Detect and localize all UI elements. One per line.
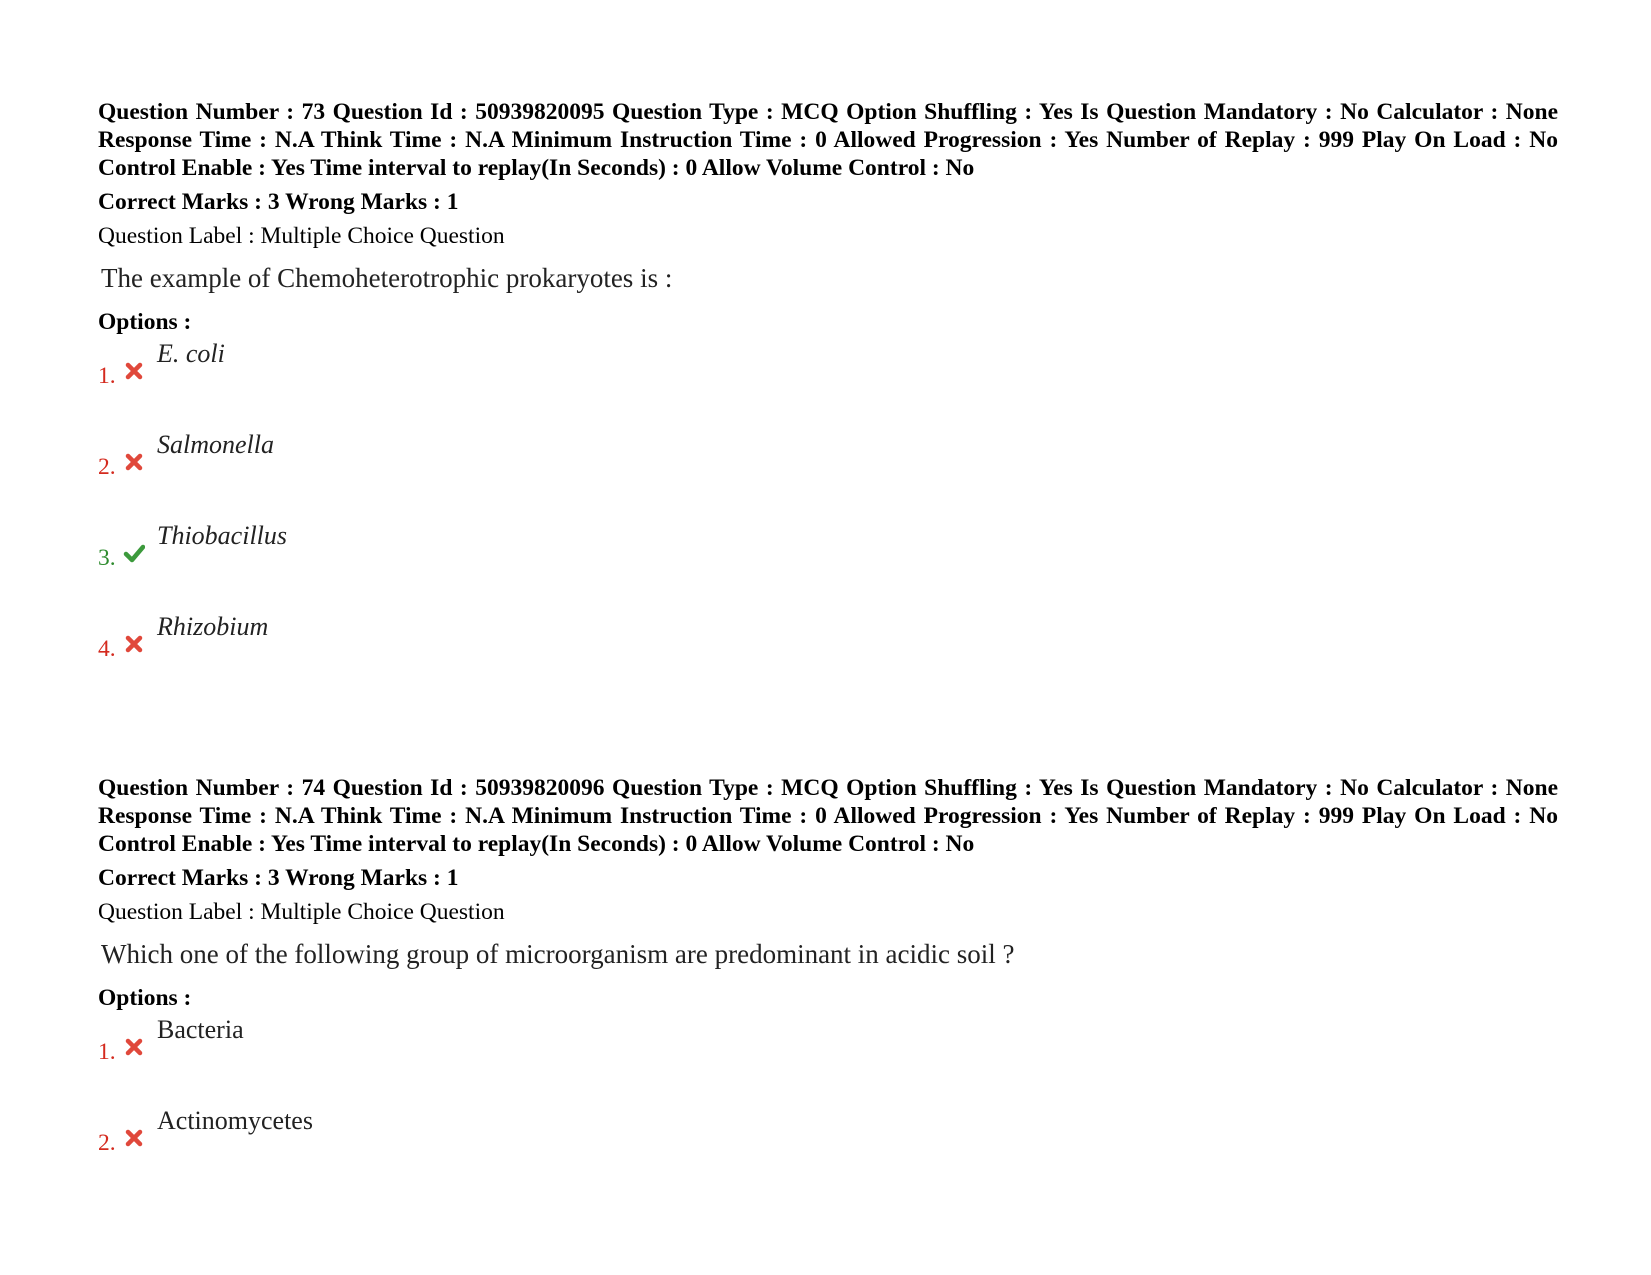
option-text: Actinomycetes xyxy=(157,1106,313,1135)
cross-icon xyxy=(123,633,145,655)
question-meta: Question Number : 74 Question Id : 50939820096 Question Type : MCQ Option Shuffling : Yes Is Question Mandatory : No Calculator : None Response Time : N.A Think Time : N.A Minimum Instruction Time : 0 Allowed Progression : Yes Number of Replay : 999 Play On Load : No Control Enable : Yes Time interval to replay(In Seconds) : 0 Allow Volume Control : No xyxy=(98,775,1558,857)
question-marks: Correct Marks : 3 Wrong Marks : 1 xyxy=(98,189,459,215)
options-heading: Options : xyxy=(98,985,192,1011)
option-2 xyxy=(98,427,1558,518)
option-number: 2. xyxy=(98,454,116,480)
option-number: 3. xyxy=(98,545,116,571)
option-text: Rhizobium xyxy=(157,612,269,641)
cross-icon xyxy=(123,1127,145,1149)
option-4 xyxy=(98,609,1558,700)
question-73 xyxy=(98,98,1558,700)
option-number: 1. xyxy=(98,363,116,389)
option-2 xyxy=(98,1103,1558,1194)
option-3 xyxy=(98,518,1558,609)
options-heading: Options : xyxy=(98,309,192,335)
option-1 xyxy=(98,336,1558,427)
question-label: Question Label : Multiple Choice Question xyxy=(98,899,505,925)
option-number: 1. xyxy=(98,1039,116,1065)
cross-icon xyxy=(123,451,145,473)
question-text: Which one of the following group of microorganism are predominant in acidic soil ? xyxy=(101,939,1015,969)
question-meta: Question Number : 73 Question Id : 50939820095 Question Type : MCQ Option Shuffling : Yes Is Question Mandatory : No Calculator : None Response Time : N.A Think Time : N.A Minimum Instruction Time : 0 Allowed Progression : Yes Number of Replay : 999 Play On Load : No Control Enable : Yes Time interval to replay(In Seconds) : 0 Allow Volume Control : No xyxy=(98,99,1558,181)
option-1 xyxy=(98,1012,1558,1103)
option-number: 4. xyxy=(98,636,116,662)
cross-icon xyxy=(123,360,145,382)
option-text: Bacteria xyxy=(157,1015,244,1044)
question-text: The example of Chemoheterotrophic prokaryotes is : xyxy=(101,263,673,293)
question-label: Question Label : Multiple Choice Question xyxy=(98,223,505,249)
cross-icon xyxy=(123,1036,145,1058)
option-text: Thiobacillus xyxy=(157,521,288,550)
option-number: 2. xyxy=(98,1130,116,1156)
option-text: Salmonella xyxy=(157,430,274,459)
option-text: E. coli xyxy=(157,339,225,368)
question-paper xyxy=(98,98,1558,1268)
question-74 xyxy=(98,774,1558,1194)
check-icon xyxy=(123,542,145,564)
question-marks: Correct Marks : 3 Wrong Marks : 1 xyxy=(98,865,459,891)
